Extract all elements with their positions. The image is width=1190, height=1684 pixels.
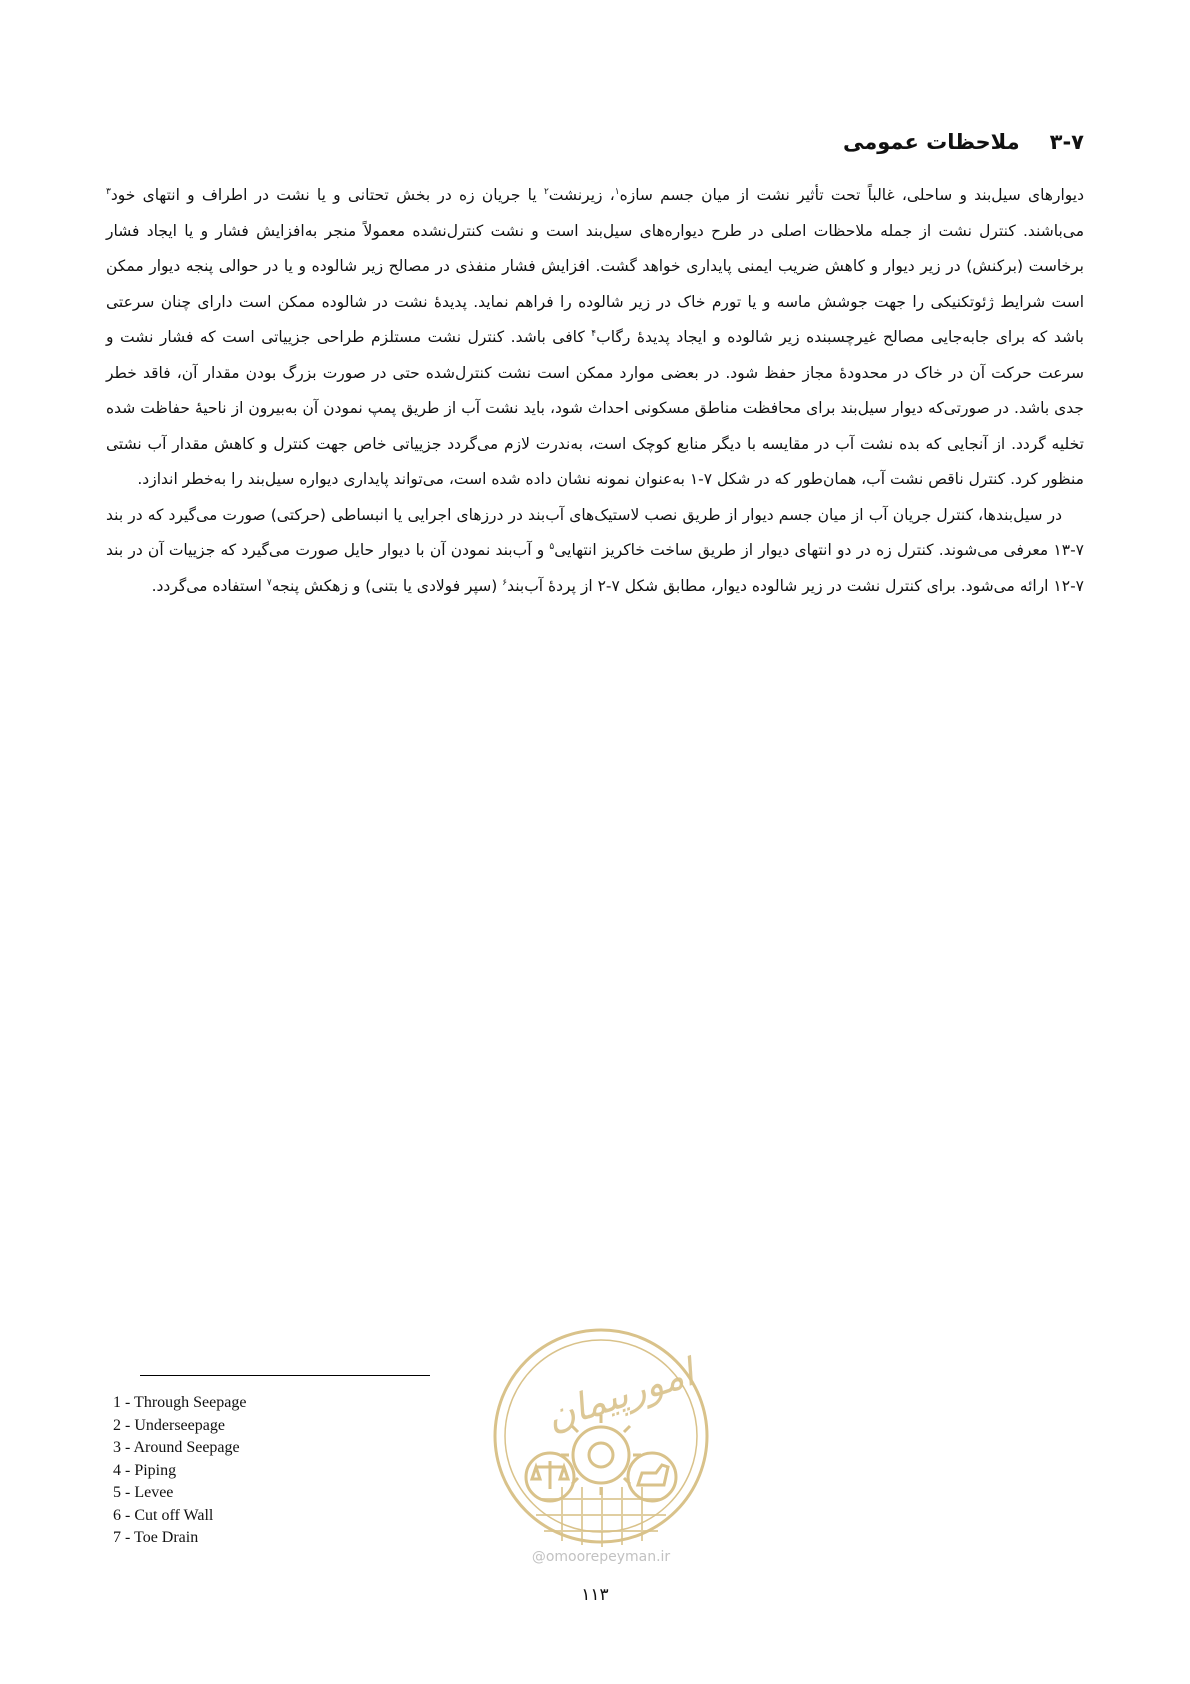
footnote-item: 2 - Underseepage bbox=[113, 1416, 225, 1434]
footnote-item: 6 - Cut off Wall bbox=[113, 1506, 214, 1524]
footnote-ref: ۴ bbox=[591, 328, 597, 339]
section-title: ملاحظات عمومی bbox=[842, 130, 1020, 154]
footnote-item: 5 - Levee bbox=[113, 1484, 174, 1501]
footnote-ref: ۲ bbox=[543, 186, 549, 197]
dump-truck-icon bbox=[628, 1453, 676, 1501]
paragraph-2: در سیل‌بندها، کنترل جریان آب از میان جسم دیوار از طریق نصب لاستیک‌های آب‌بند در درزهای اجرایی یا انبساطی (حرکتی) صورت می‌گیرد که در بند ۷-۱۳ معرفی می‌شوند. کنترل زه در دو انتهای دیوار از طریق ساخت خاکریز انتهایی$^۵$ و آب‌بند نمودن آن با دیوار حایل صورت می‌گیرد که جزییات آن در بند ۷-۱۲ ارائه می‌شود. برای کنترل نشت در زیر شالوده دیوار، مطابق شکل ۷-۲ از پردهٔ آب‌بند$^۶$ (سپر فولادی یا بتنی) و زهکش پنجه$^۷$ استفاده می‌گردد. bbox=[106, 505, 1084, 595]
footnote-ref: ۵ bbox=[549, 541, 555, 552]
scales-icon bbox=[526, 1453, 574, 1501]
page-number: ۱۱۳ bbox=[581, 1585, 609, 1605]
paragraph-1: دیوارهای سیل‌بند و ساحلی، غالباً تحت تأثیر نشت از میان جسم سازه$^۱$، زیرنشت$^۲$ یا جریان زه در بخش تحتانی و یا نشت در اطراف و انتهای خود$^۳$ می‌باشند. کنترل نشت از جمله ملاحظات اصلی در طرح دیواره‌های سیل‌بند است و نشت کنترل‌نشده معمولاً منجر به‌افزایش فشار و یا ایجاد فشار برخاست (برکنش) در زیر دیوار و کاهش ضریب ایمنی پایداری خواهد گشت. افزایش فشار منفذی در مصالح زیر شالوده و یا در حوالی پنجه دیوار ممکن است شرایط ژئوتکنیکی را جهت جوشش ماسه و یا تورم خاک در زیر شالوده را فراهم نماید. پدیدهٔ نشت در شالوده ممکن است دارای چنان سرعتی باشد که برای جابه‌جایی مصالح غیرچسبنده زیر شالوده و ایجاد پدیدهٔ رگاب$^۴$ کافی باشد. کنترل نشت مستلزم طراحی جزییاتی است که فشار نشت و سرعت حرکت آن در خاک در محدودهٔ مجاز حفظ شود. در بعضی موارد ممکن است نشت کنترل‌شده حتی در صورت بزرگ بودن مقدار آن، فاقد خطر جدی باشد. در صورتی‌که دیوار سیل‌بند برای محافظت مناطق مسکونی احداث شود، باید نشت آب از طریق پمپ نمودن آن به‌بیرون از ناحیهٔ حفاظت شده تخلیه گردد. از آنجایی که بده نشت آب در مقایسه با دیگر منابع کوچک است، به‌ندرت لازم می‌گردد جزییاتی خاص جهت کنترل و کاهش مقدار آب نشتی منظور کرد. کنترل ناقص نشت آب، همان‌طور که در شکل ۷-۱ به‌عنوان نمونه نشان داده شده است، می‌تواند پایداری دیواره سیل‌بند را به‌خطر اندازد. bbox=[106, 186, 1084, 488]
footnote-item: 7 - Toe Drain bbox=[113, 1529, 199, 1546]
footnote-item: 3 - Around Seepage bbox=[113, 1439, 240, 1456]
footnote-separator bbox=[140, 1375, 430, 1376]
section-number: ۳-۷ bbox=[1049, 130, 1084, 154]
body-text bbox=[106, 178, 1084, 604]
section-heading bbox=[843, 130, 1084, 154]
footnote-ref: ۳ bbox=[106, 186, 111, 197]
logo-wordmark: امورپیمان bbox=[540, 1350, 700, 1440]
grid-pattern bbox=[536, 1487, 666, 1547]
footnotes-list bbox=[113, 1392, 246, 1550]
watermark-logo bbox=[492, 1327, 710, 1585]
site-text: omoorepeyman.ir bbox=[545, 1549, 671, 1565]
watermark-site bbox=[492, 1549, 710, 1565]
footnote-item: 1 - Through Seepage bbox=[113, 1394, 247, 1411]
footnote-item: 4 - Piping bbox=[113, 1461, 177, 1479]
footnote-ref: ۶ bbox=[502, 577, 508, 588]
footnote-ref: ۷ bbox=[266, 577, 272, 588]
footnote-ref: ۱ bbox=[614, 186, 620, 197]
at-icon: @ bbox=[531, 1549, 546, 1565]
